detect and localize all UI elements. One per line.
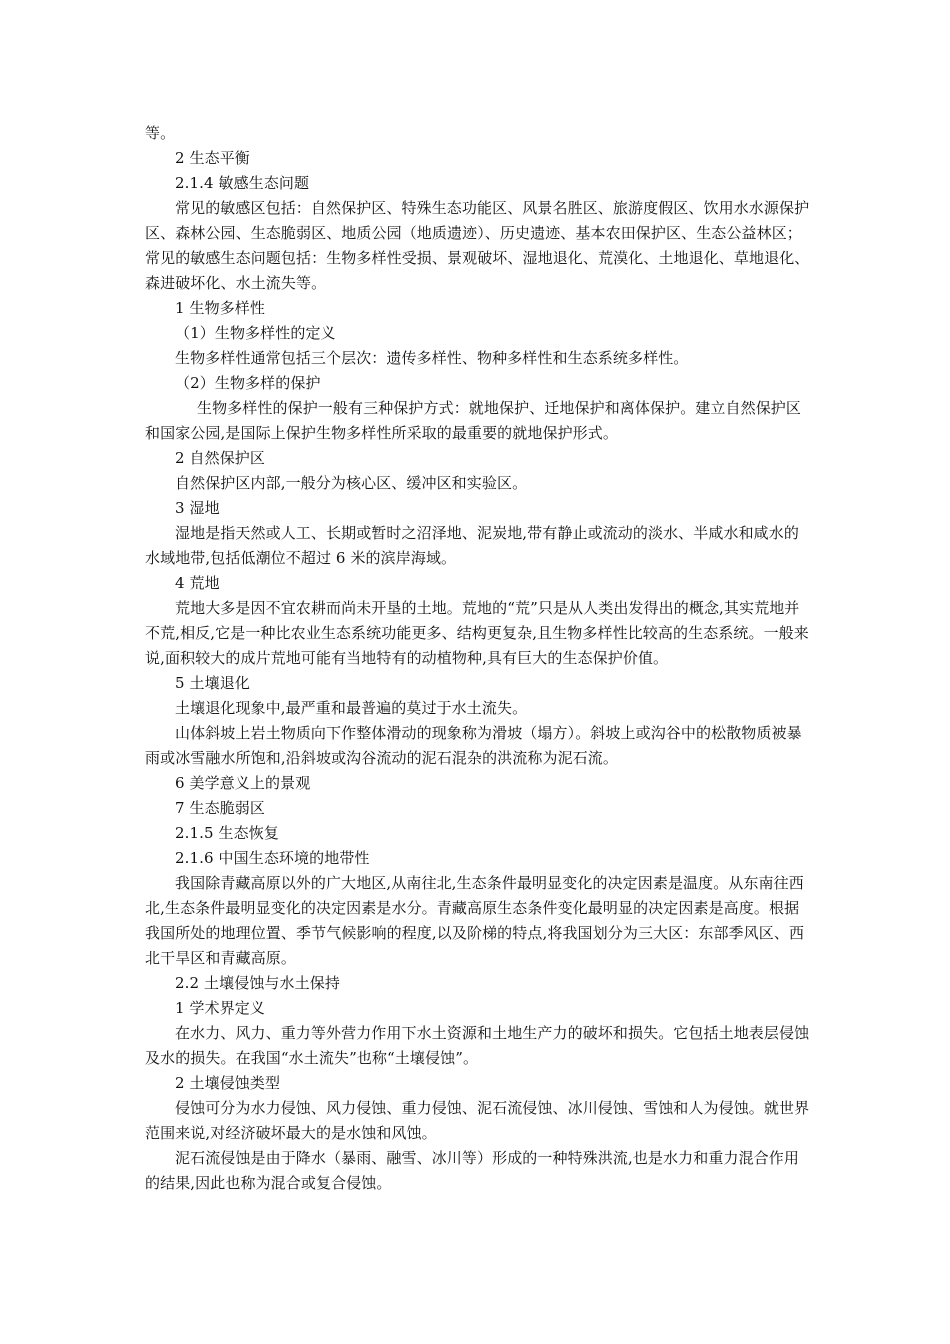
heading-aesthetic-landscape: 6 美学意义上的景观: [175, 774, 311, 792]
paragraph-wetland: 湿地是指天然或人工、长期或暂时之沼泽地、泥炭地,带有静止或流动的淡水、半咸水和咸水的水域地带,包括低潮位不超过 6 米的滨岸海域。: [145, 524, 799, 567]
heading-academic-definition: 1 学术界定义: [175, 999, 266, 1017]
paragraph-zonality: 我国除青藏高原以外的广大地区,从南往北,生态条件最明显变化的决定因素是温度。从东南往西北,生态条件最明显变化的决定因素是水分。青藏高原生态条件变化最明显的决定因素是高度。根据我国所处的地理位置、季节气候影响的程度,以及阶梯的特点,将我国划分为三大区：东部季风区、西北干旱区和青藏高原。: [145, 874, 805, 967]
paragraph-debris-flow-erosion: 泥石流侵蚀是由于降水（暴雨、融雪、冰川等）形成的一种特殊洪流,也是水力和重力混合作用的结果,因此也称为混合或复合侵蚀。: [145, 1149, 799, 1192]
heading-wetland: 3 湿地: [175, 499, 220, 517]
document-body: [145, 121, 810, 1196]
heading-2-2: 2.2 土壤侵蚀与水土保持: [175, 974, 340, 992]
paragraph-soil-erosion: 土壤退化现象中,最严重和最普遍的莫过于水土流失。: [175, 699, 528, 717]
paragraph-biodiversity-levels: 生物多样性通常包括三个层次：遗传多样性、物种多样性和生态系统多样性。: [175, 349, 689, 367]
heading-nature-reserve: 2 自然保护区: [175, 449, 266, 467]
paragraph-landslide: 山体斜坡上岩土物质向下作整体滑动的现象称为滑坡（塌方）。斜坡上或沟谷中的松散物质被暴雨或冰雪融水所饱和,沿斜坡或沟谷流动的泥石混杂的洪流称为泥石流。: [145, 724, 802, 767]
subheading-biodiversity-definition: （1）生物多样性的定义: [175, 324, 336, 342]
paragraph-erosion-types: 侵蚀可分为水力侵蚀、风力侵蚀、重力侵蚀、泥石流侵蚀、冰川侵蚀、雪蚀和人为侵蚀。就世界范围来说,对经济破坏最大的是水蚀和风蚀。: [145, 1099, 810, 1142]
heading-ecological-balance: 2 生态平衡: [175, 149, 250, 167]
paragraph-nature-reserve: 自然保护区内部,一般分为核心区、缓冲区和实验区。: [175, 474, 528, 492]
paragraph-sensitive-areas: 常见的敏感区包括：自然保护区、特殊生态功能区、风景名胜区、旅游度假区、饮用水水源保护区、森林公园、生态脆弱区、地质公园（地质遗迹）、历史遗迹、基本农田保护区、生态公益林区；常见的敏感生态问题包括：生物多样性受损、景观破坏、湿地退化、荒漠化、土地退化、草地退化、森进破坏化、水土流失等。: [145, 199, 810, 292]
paragraph-protection-methods: 生物多样性的保护一般有三种保护方式：就地保护、迁地保护和离体保护。建立自然保护区和国家公园,是国际上保护生物多样性所采取的最重要的就地保护形式。: [145, 399, 802, 442]
heading-2-1-4: 2.1.4 敏感生态问题: [175, 174, 310, 192]
paragraph-continuation: 等。: [145, 124, 176, 142]
heading-2-1-5: 2.1.5 生态恢复: [175, 824, 279, 842]
heading-wasteland: 4 荒地: [175, 574, 220, 592]
heading-fragile-area: 7 生态脆弱区: [175, 799, 266, 817]
heading-biodiversity: 1 生物多样性: [175, 299, 266, 317]
paragraph-academic-definition: 在水力、风力、重力等外营力作用下水土资源和土地生产力的破坏和损失。它包括土地表层侵蚀及水的损失。在我国“水土流失”也称“土壤侵蚀”。: [145, 1024, 810, 1067]
heading-2-1-6: 2.1.6 中国生态环境的地带性: [175, 849, 370, 867]
heading-soil-degradation: 5 土壤退化: [175, 674, 250, 692]
subheading-biodiversity-protection: （2）生物多样的保护: [175, 374, 321, 392]
heading-erosion-types: 2 土壤侵蚀类型: [175, 1074, 281, 1092]
paragraph-wasteland: 荒地大多是因不宜农耕而尚未开垦的土地。荒地的“荒”只是从人类出发得出的概念,其实荒地并不荒,相反,它是一种比农业生态系统功能更多、结构更复杂,且生物多样性比较高的生态系统。一般来说,面积较大的成片荒地可能有当地特有的动植物种,具有巨大的生态保护价值。: [145, 599, 809, 667]
